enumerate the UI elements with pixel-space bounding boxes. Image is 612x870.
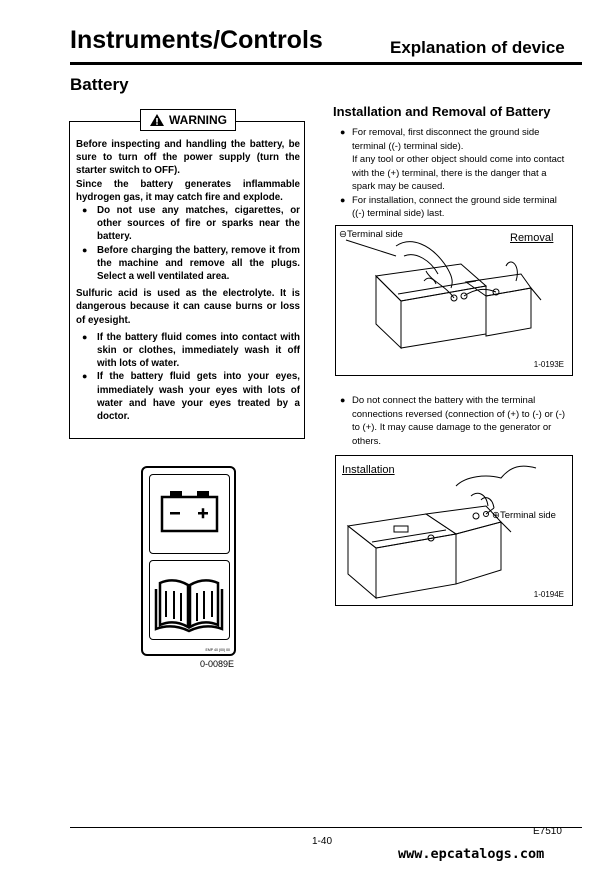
removal-instructions — [340, 126, 572, 221]
page-header-subtitle: Explanation of device — [390, 38, 565, 57]
bullet-icon: ● — [340, 194, 346, 205]
negative-terminal-label: ⊖Terminal side — [339, 229, 403, 240]
plate-small-print: EMP 40 (00) 00 — [205, 648, 230, 652]
battery-icon — [150, 475, 229, 553]
battery-installation-illustration — [336, 456, 572, 605]
manual-book-icon — [150, 561, 229, 639]
warning-para-hydrogen: Since the battery generates inflammable hydrogen gas, it may catch fire and explode. — [76, 178, 300, 203]
warning-para-power: Before inspecting and handling the battery, be sure to turn off the power supply (turn the starter switch to OFF). — [76, 139, 300, 177]
installation-figure — [335, 455, 573, 606]
watermark-text: www.epcatalogs.com — [398, 846, 545, 862]
installation-figure-code: 1-0194E — [533, 590, 564, 599]
removal-figure — [335, 225, 573, 376]
figure-code: 0-0089E — [200, 659, 235, 669]
section-title: Battery — [70, 75, 129, 94]
bullet-icon: ● — [82, 205, 88, 216]
warning-item-skin: ● If the battery fluid comes into contact with skin or clothes, immediately wash it off with lots of water. — [82, 331, 300, 370]
warning-para-acid: Sulfuric acid is used as the electrolyte. It is dangerous because it can cause burns or loss of eyesight. — [76, 288, 300, 326]
removal-figure-code: 1-0193E — [533, 360, 564, 369]
removal-figure-title: Removal — [510, 232, 554, 244]
warning-box — [69, 121, 305, 439]
battery-symbol-upper — [149, 474, 230, 554]
bullet-icon: ● — [82, 244, 88, 255]
footer-rule — [70, 827, 582, 828]
warning-label: WARNING — [140, 109, 236, 131]
bullet-icon: ● — [82, 371, 88, 382]
bullet-icon: ● — [82, 331, 88, 342]
battery-symbol-lower — [149, 560, 230, 640]
warning-item-fire: ● Do not use any matches, cigarettes, or other sources of fire or sparks near the battery. — [82, 205, 300, 243]
document-code: E7510 — [533, 826, 562, 837]
removal-bullet: ● For removal, first disconnect the ground side terminal ((-) terminal side). If any tool or other object should come into contact with the (+) terminal, there is the danger that a spark may be caused. — [340, 127, 565, 192]
header-rule — [70, 62, 582, 65]
warning-item-charging: ● Before charging the battery, remove it from the machine and remove all the plugs. Select a well ventilated area. — [82, 244, 300, 283]
bullet-icon: ● — [340, 127, 346, 137]
battery-symbol-plate — [141, 466, 236, 656]
bullet-icon: ● — [340, 395, 346, 405]
warning-triangle-icon — [149, 113, 165, 127]
right-section-title: Installation and Removal of Battery — [333, 104, 551, 119]
installation-figure-title: Installation — [342, 464, 395, 476]
positive-terminal-label: ⊕Terminal side — [492, 510, 556, 521]
page-number: 1-40 — [312, 836, 333, 847]
page-header-title: Instruments/Controls — [70, 26, 323, 54]
installation-bullet: ● For installation, connect the ground side terminal ((-) terminal side) last. — [340, 194, 557, 219]
battery-removal-illustration — [336, 226, 572, 375]
warning-item-eyes: ● If the battery fluid gets into your eyes, immediately wash your eyes with lots of water and have your eyes treated by a doctor. — [82, 371, 300, 423]
polarity-instruction: ● Do not connect the battery with the terminal connections reversed (connection of (+) to (-) or (-) to (+). It may cause damage to the generator or others. — [340, 395, 566, 447]
